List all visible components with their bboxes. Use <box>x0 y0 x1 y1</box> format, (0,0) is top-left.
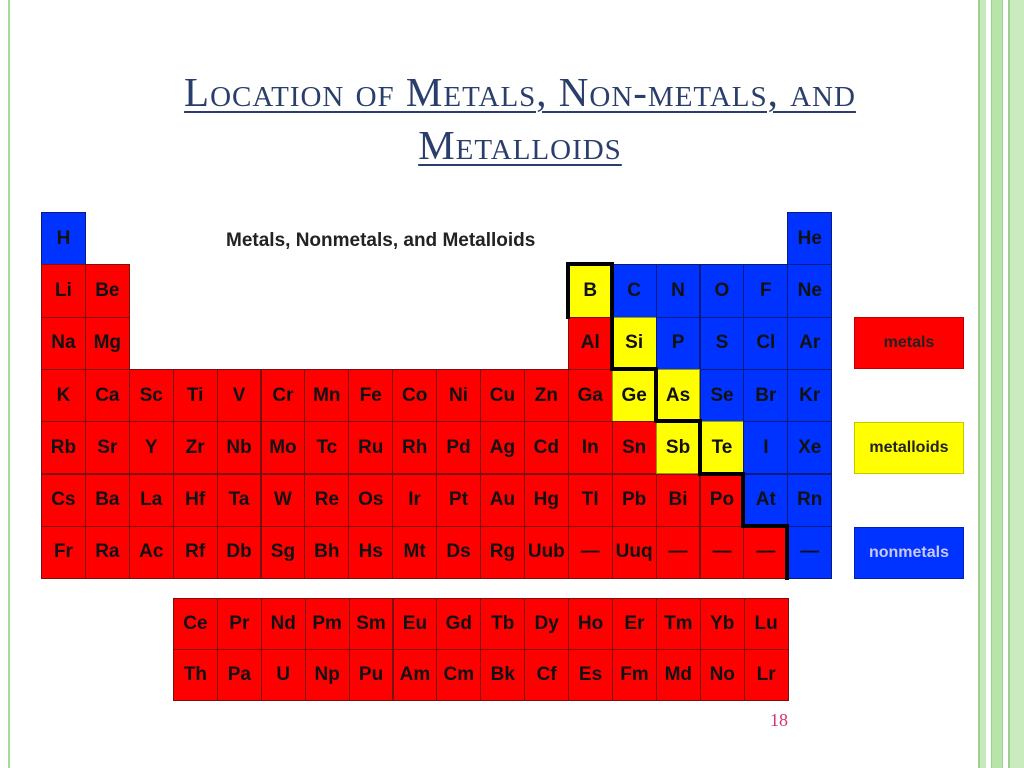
element-cell: O <box>700 264 745 317</box>
element-cell: Y <box>129 421 174 474</box>
element-cell: Ba <box>85 474 130 527</box>
f-block-element-cell: Am <box>393 649 438 701</box>
element-cell: Ge <box>612 369 657 422</box>
element-cell: Ag <box>480 421 525 474</box>
metal-nonmetal-boundary-line <box>698 419 702 475</box>
element-cell: Pb <box>612 474 657 527</box>
f-block-element-cell: Dy <box>524 598 569 650</box>
element-cell: B <box>568 264 613 317</box>
element-cell: Rn <box>787 474 832 527</box>
element-cell: Sr <box>85 421 130 474</box>
element-cell: Zr <box>173 421 218 474</box>
element-cell: Mt <box>392 526 437 579</box>
metal-nonmetal-boundary-line <box>785 524 789 580</box>
element-cell: Uuq <box>612 526 657 579</box>
element-cell: Rf <box>173 526 218 579</box>
metal-nonmetal-boundary-line <box>610 262 614 371</box>
element-cell: Ra <box>85 526 130 579</box>
legend-metalloids: metalloids <box>854 422 964 474</box>
f-block-element-cell: No <box>700 649 745 701</box>
element-cell: N <box>656 264 701 317</box>
element-cell: Ac <box>129 526 174 579</box>
element-cell: As <box>656 369 701 422</box>
element-cell: Sb <box>656 421 701 474</box>
element-cell: He <box>787 212 832 265</box>
element-cell: At <box>743 474 788 527</box>
f-block-element-cell: Cf <box>524 649 569 701</box>
element-cell: Rb <box>41 421 86 474</box>
f-block-element-cell: Ho <box>568 598 613 650</box>
element-cell: I <box>743 421 788 474</box>
legend-metals: metals <box>854 317 964 369</box>
element-cell: Al <box>568 317 613 370</box>
element-cell: Li <box>41 264 86 317</box>
element-cell: Ti <box>173 369 218 422</box>
metal-nonmetal-boundary-line <box>654 367 658 423</box>
page-number: 18 <box>770 710 788 730</box>
element-cell: Ru <box>348 421 393 474</box>
element-cell: Db <box>217 526 262 579</box>
element-cell: Te <box>700 421 745 474</box>
element-cell: Bh <box>304 526 349 579</box>
element-cell: Mg <box>85 317 130 370</box>
element-cell: Ne <box>787 264 832 317</box>
f-block-element-cell: Cm <box>436 649 481 701</box>
element-cell: Rh <box>392 421 437 474</box>
element-cell: Mn <box>304 369 349 422</box>
element-cell: Si <box>612 317 657 370</box>
periodic-table <box>41 212 831 578</box>
element-cell: Rg <box>480 526 525 579</box>
f-block-element-cell: Pm <box>305 598 350 650</box>
element-cell: Re <box>304 474 349 527</box>
element-cell: K <box>41 369 86 422</box>
f-block-element-cell: U <box>261 649 306 701</box>
f-block-element-cell: Th <box>173 649 218 701</box>
element-cell: Bi <box>656 474 701 527</box>
element-cell: — <box>656 526 701 579</box>
metal-nonmetal-boundary-line <box>610 367 658 371</box>
left-border <box>0 0 10 768</box>
element-cell: Zn <box>524 369 569 422</box>
element-cell: Sn <box>612 421 657 474</box>
metal-nonmetal-boundary-line <box>566 262 570 318</box>
element-cell: Br <box>743 369 788 422</box>
element-cell: Mo <box>261 421 306 474</box>
element-cell: Cl <box>743 317 788 370</box>
legend-nonmetals: nonmetals <box>854 527 964 579</box>
f-block-element-cell: Ce <box>173 598 218 650</box>
element-cell: Cd <box>524 421 569 474</box>
f-block-table <box>173 598 788 700</box>
element-cell: Xe <box>787 421 832 474</box>
element-cell: Ar <box>787 317 832 370</box>
element-cell: Fe <box>348 369 393 422</box>
element-cell: Pd <box>436 421 481 474</box>
element-cell: Tc <box>304 421 349 474</box>
element-cell: — <box>568 526 613 579</box>
element-cell: Nb <box>217 421 262 474</box>
element-cell: H <box>41 212 86 265</box>
element-cell: P <box>656 317 701 370</box>
f-block-element-cell: Np <box>305 649 350 701</box>
f-block-element-cell: Fm <box>612 649 657 701</box>
element-cell: Be <box>85 264 130 317</box>
metal-nonmetal-boundary-line <box>741 472 745 528</box>
element-cell: C <box>612 264 657 317</box>
f-block-element-cell: Lu <box>744 598 789 650</box>
element-cell: — <box>700 526 745 579</box>
element-cell: Sc <box>129 369 174 422</box>
slide-title: Location of Metals, Non-metals, and Metalloids <box>184 69 856 168</box>
element-cell: Os <box>348 474 393 527</box>
f-block-element-cell: Gd <box>436 598 481 650</box>
element-cell: Ca <box>85 369 130 422</box>
element-cell: S <box>700 317 745 370</box>
f-block-element-cell: Er <box>612 598 657 650</box>
element-cell: Co <box>392 369 437 422</box>
f-block-element-cell: Pu <box>349 649 394 701</box>
f-block-element-cell: Sm <box>349 598 394 650</box>
element-cell: Na <box>41 317 86 370</box>
element-cell: Fr <box>41 526 86 579</box>
element-cell: Hg <box>524 474 569 527</box>
element-cell: Kr <box>787 369 832 422</box>
metal-nonmetal-boundary-line <box>698 472 746 476</box>
element-cell: Cs <box>41 474 86 527</box>
metal-nonmetal-boundary-line <box>654 419 702 423</box>
element-cell: Ga <box>568 369 613 422</box>
f-block-element-cell: Es <box>568 649 613 701</box>
f-block-element-cell: Pa <box>217 649 262 701</box>
element-cell: Ta <box>217 474 262 527</box>
element-cell: Cu <box>480 369 525 422</box>
element-cell: Hs <box>348 526 393 579</box>
f-block-element-cell: Lr <box>744 649 789 701</box>
element-cell: V <box>217 369 262 422</box>
element-cell: Ni <box>436 369 481 422</box>
element-cell: Ir <box>392 474 437 527</box>
f-block-element-cell: Eu <box>393 598 438 650</box>
metal-nonmetal-boundary-line <box>566 262 614 266</box>
f-block-element-cell: Nd <box>261 598 306 650</box>
periodic-table-title: Metals, Nonmetals, and Metalloids <box>226 230 536 251</box>
element-cell: La <box>129 474 174 527</box>
element-cell: Pt <box>436 474 481 527</box>
element-cell: Au <box>480 474 525 527</box>
f-block-element-cell: Pr <box>217 598 262 650</box>
element-cell: Tl <box>568 474 613 527</box>
element-cell: Hf <box>173 474 218 527</box>
f-block-element-cell: Md <box>656 649 701 701</box>
f-block-element-cell: Tb <box>480 598 525 650</box>
element-cell: Se <box>700 369 745 422</box>
element-cell: Po <box>700 474 745 527</box>
f-block-element-cell: Yb <box>700 598 745 650</box>
element-cell: F <box>743 264 788 317</box>
f-block-element-cell: Bk <box>480 649 525 701</box>
right-decorative-stripes <box>978 0 1024 768</box>
element-cell: Sg <box>261 526 306 579</box>
element-cell: W <box>261 474 306 527</box>
element-cell: — <box>787 526 832 579</box>
element-cell: Ds <box>436 526 481 579</box>
metal-nonmetal-boundary-line <box>741 524 789 528</box>
element-cell: Cr <box>261 369 306 422</box>
f-block-element-cell: Tm <box>656 598 701 650</box>
element-cell: — <box>743 526 788 579</box>
element-cell: Uub <box>524 526 569 579</box>
element-cell: In <box>568 421 613 474</box>
